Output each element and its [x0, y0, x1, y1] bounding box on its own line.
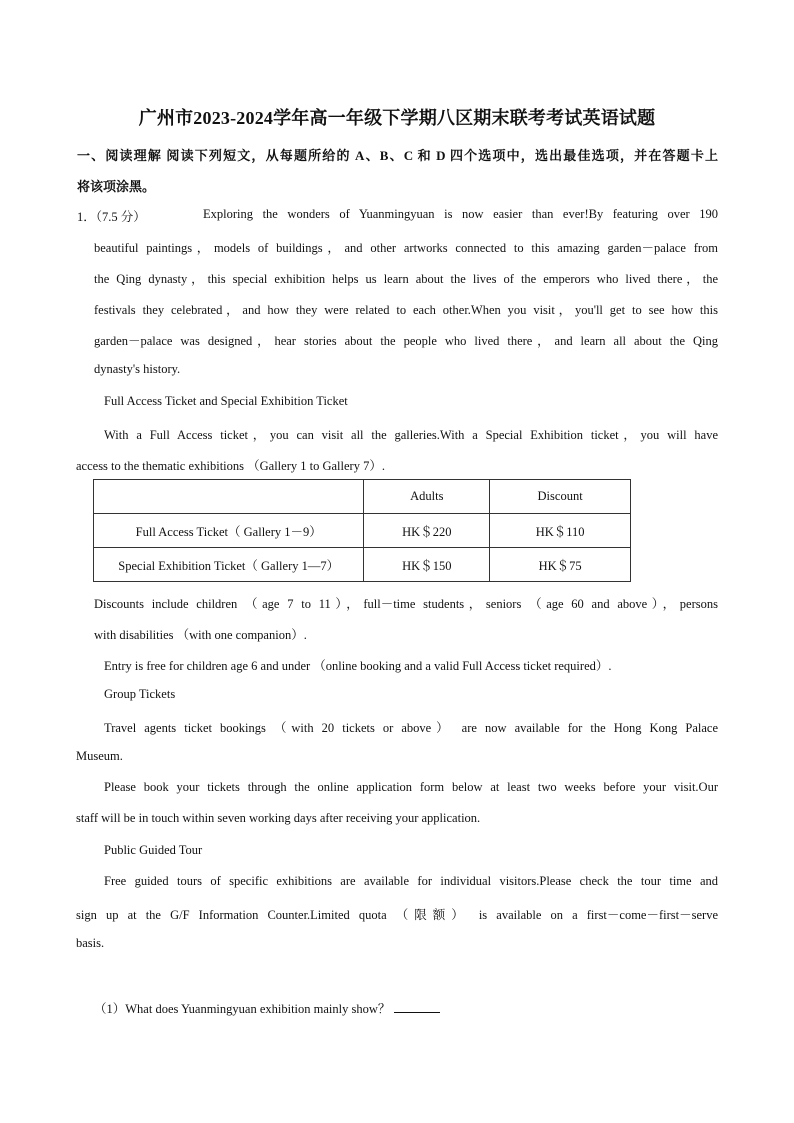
table-header-cell: Discount [490, 480, 631, 514]
tickets-paragraph-line: access to the thematic exhibitions （Gallery 1 to Gallery 7）. [76, 459, 385, 473]
heading-tickets: Full Access Ticket and Special Exhibition Ticket [104, 394, 348, 408]
booking-line: Please book your tickets through the online application form below at least two weeks before your visit.Our [104, 780, 718, 794]
table-row [94, 548, 631, 582]
passage-line: dynasty's history. [94, 362, 181, 376]
table-cell: HK＄220 [364, 514, 490, 548]
section-instruction [77, 145, 718, 164]
passage-line: the Qing dynasty，this special exhibition helps us learn about the lives of the emperors who lived there，the [94, 272, 718, 286]
table-cell: Special Exhibition Ticket（ Gallery 1—7） [94, 548, 364, 582]
answer-blank[interactable] [394, 1000, 440, 1013]
page-title: 广州市2023-2024学年高一年级下学期八区期末联考考试英语试题 [138, 108, 656, 128]
section-instruction-line: 一、阅读理解 阅读下列短文，从每题所给的 A、B、C 和 D 四个选项中，选出最佳选项，并在答题卡上 [77, 148, 718, 163]
tour-line: basis. [76, 936, 105, 950]
passage-line: garden－palace was designed，hear stories about the people who lived there，and learn all about the Qing [94, 334, 718, 348]
tour-line: sign up at the G/F Information Counter.Limited quota （限额） is available on a first－come－first－serve [76, 908, 718, 922]
table-header-cell [94, 480, 364, 514]
group-line: Museum. [76, 749, 123, 763]
passage-line: Exploring the wonders of Yuanmingyuan is now easier than ever!By featuring over 190 [203, 207, 718, 221]
table-header-cell: Adults [364, 480, 490, 514]
section-instruction-line: 将该项涂黑。 [77, 179, 156, 194]
discount-line: Discounts include children （age 7 to 11），full－time students，seniors （age 60 and above），persons [94, 597, 718, 611]
passage-line: beautiful paintings，models of buildings，and other artworks connected to this amazing garden－palace from [94, 241, 718, 255]
sub-question-text: （1）What does Yuanmingyuan exhibition mainly show？ [94, 1002, 391, 1016]
passage-line: festivals they celebrated，and how they were related to each other.When you visit，you'll get to see how this [94, 303, 718, 317]
booking-line: staff will be in touch within seven working days after receiving your application. [76, 811, 481, 825]
group-line: Travel agents ticket bookings （with 20 tickets or above） are now available for the Hong Kong Palace [104, 721, 718, 735]
ticket-price-table [93, 479, 631, 582]
table-header-row [94, 480, 631, 514]
table-cell: Full Access Ticket（ Gallery 1－9） [94, 514, 364, 548]
table-row [94, 514, 631, 548]
table-cell: HK＄110 [490, 514, 631, 548]
table-cell: HK＄75 [490, 548, 631, 582]
discount-line: with disabilities （with one companion）. [94, 628, 307, 642]
tickets-paragraph-line: With a Full Access ticket，you can visit all the galleries.With a Special Exhibition ticket，you will have [104, 428, 718, 442]
heading-tour: Public Guided Tour [104, 843, 203, 857]
entry-line: Entry is free for children age 6 and under （online booking and a valid Full Access ticket required）. [104, 659, 612, 673]
heading-group: Group Tickets [104, 687, 176, 701]
sub-question-1 [94, 999, 440, 1017]
question-number: 1．（7.5 分） [77, 210, 146, 224]
tour-line: Free guided tours of specific exhibitions are available for individual visitors.Please check the tour time and [104, 874, 718, 888]
table-cell: HK＄150 [364, 548, 490, 582]
